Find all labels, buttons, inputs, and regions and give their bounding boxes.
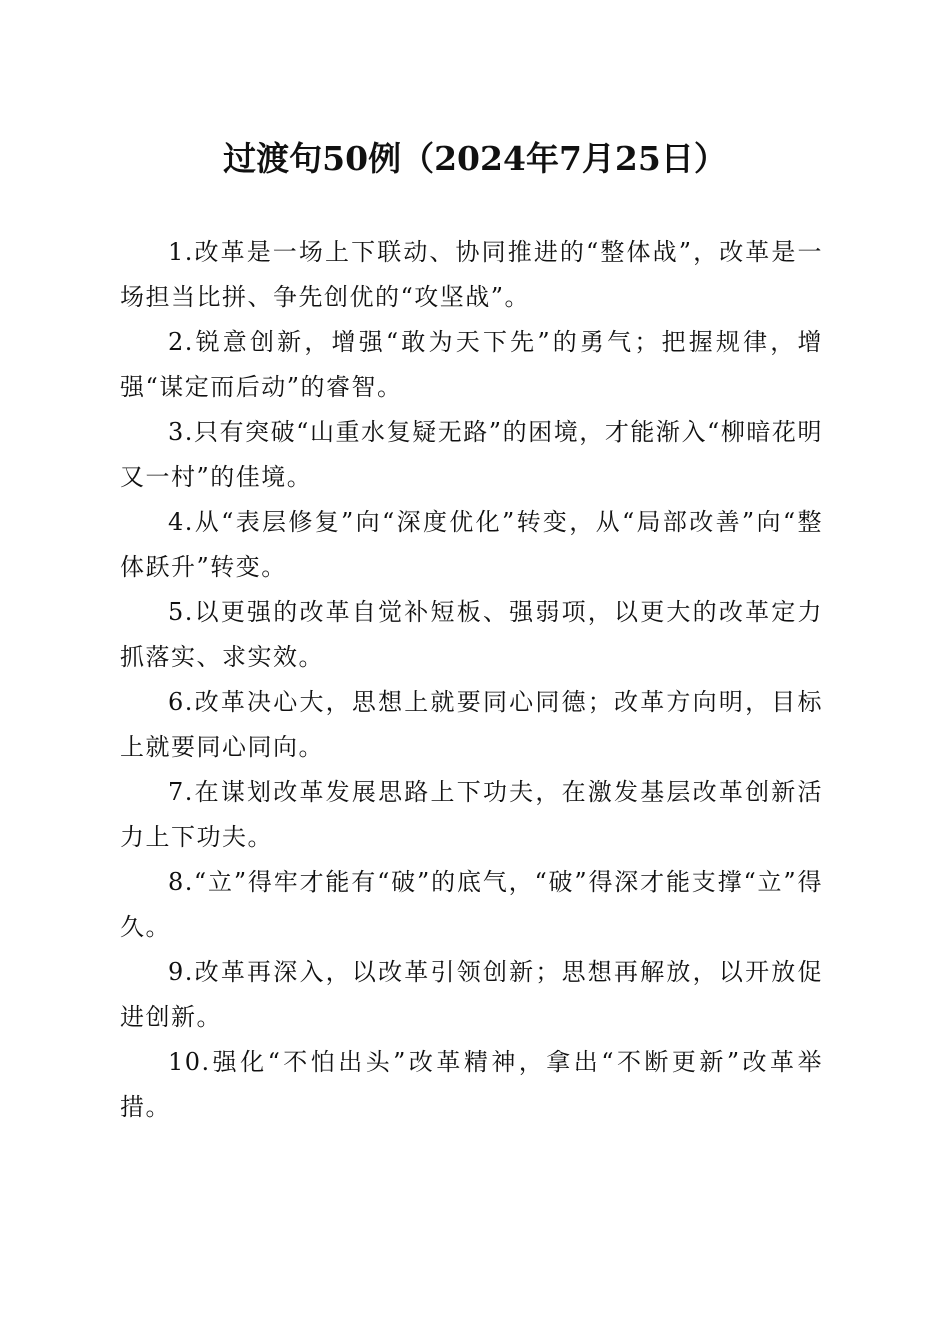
list-item: 7.在谋划改革发展思路上下功夫，在激发基层改革创新活力上下功夫。 xyxy=(120,778,823,851)
list-item: 3.只有突破“山重水复疑无路”的困境，才能渐入“柳暗花明又一村”的佳境。 xyxy=(120,418,823,491)
list-item: 5.以更强的改革自觉补短板、强弱项，以更大的改革定力抓落实、求实效。 xyxy=(120,598,823,671)
list-item: 9.改革再深入，以改革引领创新；思想再解放，以开放促进创新。 xyxy=(120,958,823,1031)
list-item: 4.从“表层修复”向“深度优化”转变，从“局部改善”向“整体跃升”转变。 xyxy=(120,508,823,581)
list-item: 6.改革决心大，思想上就要同心同德；改革方向明，目标上就要同心同向。 xyxy=(120,688,823,761)
list-item: 1.改革是一场上下联动、协同推进的“整体战”，改革是一场担当比拼、争先创优的“攻坚战”。 xyxy=(120,238,823,311)
list-item: 10.强化“不怕出头”改革精神，拿出“不断更新”改革举措。 xyxy=(120,1048,823,1121)
list-item: 8.“立”得牢才能有“破”的底气，“破”得深才能支撑“立”得久。 xyxy=(120,868,823,941)
sentence-list xyxy=(120,230,823,1130)
document-title: 过渡句50例（2024年7月25日） xyxy=(223,139,727,178)
list-item: 2.锐意创新，增强“敢为天下先”的勇气；把握规律，增强“谋定而后动”的睿智。 xyxy=(120,328,823,401)
